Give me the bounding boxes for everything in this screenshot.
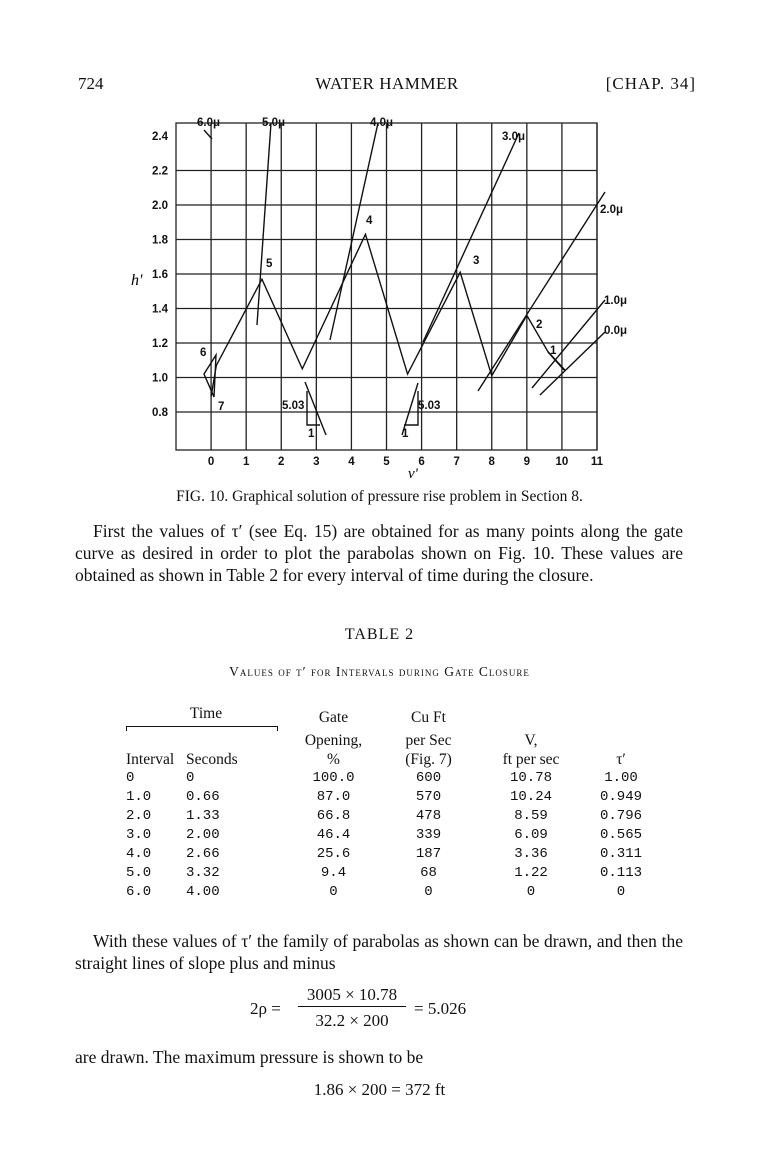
- figure-caption: FIG. 10. Graphical solution of pressure rise problem in Section 8.: [176, 488, 583, 505]
- x-axis-label: v': [408, 466, 418, 482]
- x-tick-label: 1: [242, 456, 250, 468]
- table-cell: 4.0: [126, 846, 152, 862]
- curve-label: 4.0μ: [370, 117, 394, 129]
- curve-label: 6.0μ: [197, 117, 221, 129]
- table-cell: 2.00: [186, 827, 220, 843]
- point-label: 5: [266, 258, 273, 270]
- table-cell: 6.0: [126, 884, 152, 900]
- table-cell: 3.0: [126, 827, 152, 843]
- table-cell: 0.113: [599, 865, 642, 881]
- table-header-cell: [586, 731, 656, 750]
- solution-zigzag-line: [211, 234, 565, 396]
- y-tick-label: 2.4: [152, 131, 168, 143]
- table-cell: 0.66: [186, 789, 220, 805]
- table-cell: 46.4: [316, 827, 351, 843]
- x-tick-label: 4: [348, 456, 355, 468]
- x-tick-label: 9: [523, 456, 531, 468]
- y-tick-label: 2.0: [152, 200, 168, 212]
- paragraph-1: First the values of τ′ (see Eq. 15) are obtained for as many points along the gate curve as desired in order to plot the parabolas shown on Fig. 10. These values are obtained as shown in Table 2 for every interval of time during the closure.: [75, 521, 683, 585]
- table-row: [126, 845, 656, 864]
- table-cell: 2.0: [126, 808, 152, 824]
- running-title: WATER HAMMER: [315, 74, 459, 93]
- table-cell: 0: [186, 770, 195, 786]
- x-tick-label: 0: [207, 456, 215, 468]
- x-tick-label: 11: [590, 456, 604, 468]
- values-table: [126, 704, 656, 902]
- point-label: 4: [366, 215, 373, 227]
- table-header-cell: [126, 731, 186, 750]
- equation-rhs: = 5.026: [414, 999, 467, 1018]
- table-header-cell: [476, 704, 586, 731]
- curve-label: 5.0μ: [262, 117, 286, 129]
- x-tick-label: 5: [383, 456, 390, 468]
- curve-label: 3.0μ: [502, 131, 526, 143]
- table-header-cell: τ′: [616, 751, 626, 768]
- table-row: [126, 807, 656, 826]
- table-row: [126, 883, 656, 902]
- table-header-cell: Opening,: [304, 732, 363, 749]
- table-cell: 478: [415, 808, 442, 824]
- point-label: 2: [536, 319, 543, 331]
- table-cell: 1.0: [126, 789, 152, 805]
- curve-0-0: [540, 332, 605, 395]
- slope-label: 5.03: [282, 400, 305, 412]
- y-tick-label: 2.2: [152, 165, 168, 178]
- table-header-cell: V,: [524, 732, 538, 749]
- table-cell: 5.0: [126, 865, 152, 881]
- table-header-cell: Interval: [126, 751, 175, 768]
- y-tick-label: 1.2: [152, 338, 168, 350]
- x-tick-label: 10: [555, 456, 569, 468]
- y-axis-label: h': [131, 272, 143, 289]
- curve-4-0: [330, 123, 378, 340]
- table-cell: 0: [526, 884, 536, 900]
- table-cell: 8.59: [514, 808, 548, 824]
- x-tick-label: 7: [453, 456, 460, 468]
- table-row: [126, 826, 656, 845]
- y-tick-label: 1.8: [152, 234, 168, 247]
- table-header-cell: %: [327, 751, 340, 768]
- table-cell: 2.66: [186, 846, 220, 862]
- y-tick-label: 1.0: [152, 372, 168, 385]
- table-title: Values of τ′ for Intervals during Gate Closure: [229, 664, 530, 679]
- table-cell: 0: [126, 770, 135, 786]
- point-label: 6: [200, 347, 207, 359]
- slope-box-left: [307, 391, 320, 425]
- curve-label: 2.0μ: [600, 204, 624, 216]
- table-header-cell: Cu Ft: [411, 709, 446, 726]
- table-cell: 3.36: [514, 846, 548, 862]
- x-tick-label: 2: [278, 456, 285, 468]
- table-cell: 6.09: [514, 827, 548, 843]
- table-number: TABLE 2: [344, 626, 415, 643]
- table-header-cell: ft per sec: [502, 751, 560, 768]
- table-cell: 187: [415, 846, 442, 862]
- time-group-header: Time: [126, 704, 286, 731]
- chapter-label: [CHAP. 34]: [605, 74, 696, 93]
- table-cell: 339: [415, 827, 442, 843]
- equation-numerator: 3005 × 10.78: [306, 985, 398, 1004]
- running-header: [78, 74, 696, 98]
- table-cell: 1.33: [186, 808, 220, 824]
- table-cell: 600: [415, 770, 442, 786]
- table-cell: 0.565: [599, 827, 642, 843]
- x-tick-label: 3: [313, 456, 320, 468]
- table-header-cell: per Sec: [405, 732, 452, 749]
- table-header-cell: Seconds: [186, 751, 238, 768]
- table-cell: 25.6: [316, 846, 351, 862]
- slope-label: 5.03: [418, 400, 441, 412]
- table-cell: 0: [329, 884, 338, 900]
- table-cell: 0.311: [599, 846, 642, 862]
- table-cell: 1.22: [514, 865, 548, 881]
- table-cell: 1.00: [604, 770, 638, 786]
- table-cell: 570: [415, 789, 442, 805]
- table-row: [126, 864, 656, 883]
- x-tick-label: 6: [418, 456, 425, 468]
- table-cell: 10.24: [509, 789, 552, 805]
- parabola-curves: [204, 123, 605, 435]
- table-header-cell: Gate: [318, 709, 349, 726]
- point-label: 1: [402, 428, 409, 440]
- table-cell: 68: [420, 865, 437, 881]
- table-cell: 0: [616, 884, 626, 900]
- fraction-bar: [298, 1006, 406, 1007]
- table-row: [126, 788, 656, 807]
- table-cell: 66.8: [316, 808, 351, 824]
- table-cell: 87.0: [316, 789, 351, 805]
- table-header-cell: (Fig. 7): [405, 751, 452, 768]
- point-label: 3: [473, 255, 480, 267]
- point-label: 7: [218, 401, 225, 413]
- point-label: 1: [308, 428, 315, 440]
- curve-3-0: [423, 133, 519, 342]
- y-tick-label: 1.4: [152, 303, 168, 316]
- table-cell: 3.32: [186, 865, 220, 881]
- equation-max-pressure: 1.86 × 200 = 372 ft: [313, 1080, 446, 1099]
- point-label: 1: [550, 345, 557, 357]
- y-tick-label: 0.8: [152, 407, 168, 419]
- table-row: [126, 769, 656, 788]
- table-cell: 10.78: [509, 770, 552, 786]
- table-header-cell: [586, 704, 656, 731]
- curve-2-0: [478, 192, 605, 391]
- paragraph-2: With these values of τ′ the family of parabolas as shown can be drawn, and then the straight lines of slope plus and minus: [75, 931, 683, 973]
- equation-2rho: [250, 985, 510, 1035]
- table-cell: 4.00: [186, 884, 220, 900]
- table-cell: 0: [424, 884, 433, 900]
- table-cell: 100.0: [312, 770, 355, 786]
- curve-label: 1.0μ: [604, 295, 628, 307]
- equation-lhs: 2ρ =: [250, 999, 281, 1018]
- table-cell: 0.949: [599, 789, 642, 805]
- table-cell: 9.4: [320, 865, 347, 881]
- curve-label: 0.0μ: [604, 325, 628, 337]
- paragraph-3: are drawn. The maximum pressure is shown to be: [75, 1047, 424, 1067]
- y-tick-label: 1.6: [152, 269, 168, 281]
- pressure-rise-figure: [0, 100, 759, 485]
- grid: [176, 123, 597, 450]
- equation-denominator: 32.2 × 200: [315, 1011, 389, 1030]
- table-header-cell: [186, 731, 286, 750]
- x-tick-label: 8: [488, 456, 495, 468]
- table-cell: 0.796: [599, 808, 642, 824]
- page-number: 724: [78, 74, 104, 93]
